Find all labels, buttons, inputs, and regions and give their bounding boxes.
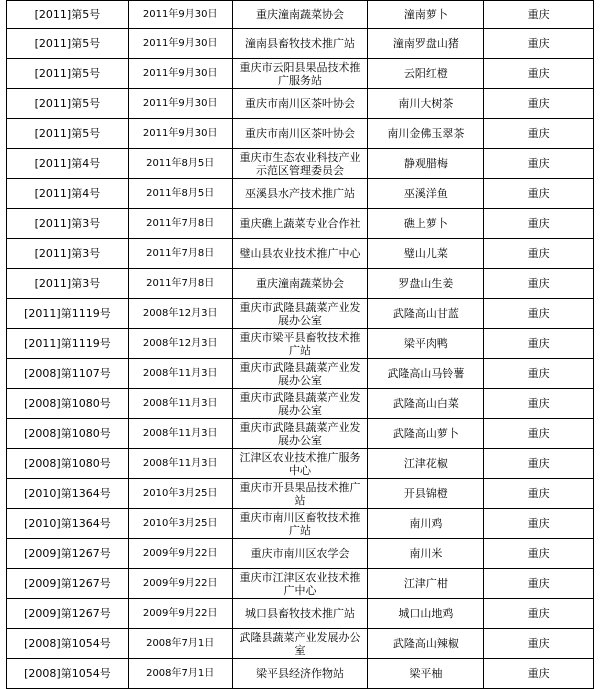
date-cell: 2009年9月22日 — [128, 599, 232, 629]
date-cell: 2011年9月30日 — [128, 1, 232, 29]
announcement-number-cell: [2009]第1267号 — [7, 569, 129, 599]
date-cell: 2008年11月3日 — [128, 449, 232, 479]
table-row — [7, 599, 594, 629]
applicant-organization-cell: 重庆市南川区畜牧技术推广站 — [232, 509, 368, 539]
table-row — [7, 479, 594, 509]
date-cell: 2011年9月30日 — [128, 119, 232, 149]
date-cell: 2011年9月30日 — [128, 29, 232, 59]
date-cell: 2010年3月25日 — [128, 509, 232, 539]
announcement-number-cell: [2011]第4号 — [7, 149, 129, 179]
announcement-number-cell: [2011]第3号 — [7, 239, 129, 269]
region-cell: 重庆 — [484, 329, 594, 359]
applicant-organization-cell: 重庆市生态农业科技产业示范区管理委员会 — [232, 149, 368, 179]
announcement-number-cell: [2011]第3号 — [7, 269, 129, 299]
applicant-organization-cell: 巫溪县水产技术推广站 — [232, 179, 368, 209]
applicant-organization-cell: 重庆礁上蔬菜专业合作社 — [232, 209, 368, 239]
region-cell: 重庆 — [484, 29, 594, 59]
table-row — [7, 539, 594, 569]
announcement-number-cell: [2010]第1364号 — [7, 479, 129, 509]
product-name-cell: 南川鸡 — [368, 509, 484, 539]
announcement-number-cell: [2011]第1119号 — [7, 299, 129, 329]
region-cell: 重庆 — [484, 419, 594, 449]
announcement-number-cell: [2009]第1267号 — [7, 539, 129, 569]
product-name-cell: 南川大树茶 — [368, 89, 484, 119]
announcement-number-cell: [2011]第5号 — [7, 89, 129, 119]
announcement-number-cell: [2009]第1267号 — [7, 599, 129, 629]
applicant-organization-cell: 潼南县畜牧技术推广站 — [232, 29, 368, 59]
region-cell: 重庆 — [484, 449, 594, 479]
announcement-number-cell: [2008]第1054号 — [7, 629, 129, 659]
table-row — [7, 209, 594, 239]
table-row — [7, 269, 594, 299]
announcement-number-cell: [2008]第1080号 — [7, 449, 129, 479]
date-cell: 2008年7月1日 — [128, 629, 232, 659]
date-cell: 2008年11月3日 — [128, 419, 232, 449]
applicant-organization-cell: 重庆市南川区茶叶协会 — [232, 89, 368, 119]
product-name-cell: 武隆高山辣椒 — [368, 629, 484, 659]
product-name-cell: 城口山地鸡 — [368, 599, 484, 629]
date-cell: 2008年12月3日 — [128, 329, 232, 359]
table-row — [7, 29, 594, 59]
product-name-cell: 开县锦橙 — [368, 479, 484, 509]
date-cell: 2008年11月3日 — [128, 359, 232, 389]
applicant-organization-cell: 武隆县蔬菜产业发展办公室 — [232, 629, 368, 659]
product-name-cell: 潼南罗盘山猪 — [368, 29, 484, 59]
applicant-organization-cell: 江津区农业技术推广服务中心 — [232, 449, 368, 479]
table-row — [7, 149, 594, 179]
announcement-number-cell: [2011]第4号 — [7, 179, 129, 209]
region-cell: 重庆 — [484, 569, 594, 599]
region-cell: 重庆 — [484, 509, 594, 539]
date-cell: 2011年9月30日 — [128, 59, 232, 89]
region-cell: 重庆 — [484, 59, 594, 89]
applicant-organization-cell: 重庆潼南蔬菜协会 — [232, 269, 368, 299]
applicant-organization-cell: 重庆市武隆县蔬菜产业发展办公室 — [232, 419, 368, 449]
table-row — [7, 179, 594, 209]
region-cell: 重庆 — [484, 539, 594, 569]
product-name-cell: 璧山儿菜 — [368, 239, 484, 269]
product-name-cell: 南川米 — [368, 539, 484, 569]
date-cell: 2008年12月3日 — [128, 299, 232, 329]
region-cell: 重庆 — [484, 479, 594, 509]
region-cell: 重庆 — [484, 389, 594, 419]
table-row — [7, 329, 594, 359]
product-name-cell: 武隆高山甘蓝 — [368, 299, 484, 329]
table-row — [7, 629, 594, 659]
date-cell: 2011年9月30日 — [128, 89, 232, 119]
region-cell: 重庆 — [484, 359, 594, 389]
product-name-cell: 梁平柚 — [368, 659, 484, 689]
region-cell: 重庆 — [484, 179, 594, 209]
announcement-number-cell: [2010]第1364号 — [7, 509, 129, 539]
product-name-cell: 罗盘山生姜 — [368, 269, 484, 299]
table-row — [7, 389, 594, 419]
table-body — [7, 1, 594, 689]
applicant-organization-cell: 璧山县农业技术推广中心 — [232, 239, 368, 269]
announcement-number-cell: [2008]第1107号 — [7, 359, 129, 389]
product-name-cell: 江津花椒 — [368, 449, 484, 479]
table-row — [7, 119, 594, 149]
product-name-cell: 武隆高山马铃薯 — [368, 359, 484, 389]
table-row — [7, 509, 594, 539]
applicant-organization-cell: 城口县畜牧技术推广站 — [232, 599, 368, 629]
product-name-cell: 梁平肉鸭 — [368, 329, 484, 359]
applicant-organization-cell: 重庆市梁平县畜牧技术推广站 — [232, 329, 368, 359]
announcement-number-cell: [2011]第3号 — [7, 209, 129, 239]
table-row — [7, 89, 594, 119]
announcement-number-cell: [2011]第5号 — [7, 1, 129, 29]
product-name-cell: 巫溪洋鱼 — [368, 179, 484, 209]
region-cell: 重庆 — [484, 269, 594, 299]
date-cell: 2011年8月5日 — [128, 179, 232, 209]
table-row — [7, 569, 594, 599]
product-name-cell: 南川金佛玉翠茶 — [368, 119, 484, 149]
product-name-cell: 云阳红橙 — [368, 59, 484, 89]
region-cell: 重庆 — [484, 659, 594, 689]
date-cell: 2009年9月22日 — [128, 569, 232, 599]
region-cell: 重庆 — [484, 299, 594, 329]
table-row — [7, 659, 594, 689]
announcement-number-cell: [2008]第1054号 — [7, 659, 129, 689]
applicant-organization-cell: 重庆市江津区农业技术推广中心 — [232, 569, 368, 599]
date-cell: 2011年7月8日 — [128, 209, 232, 239]
date-cell: 2011年7月8日 — [128, 239, 232, 269]
table-row — [7, 59, 594, 89]
date-cell: 2011年7月8日 — [128, 269, 232, 299]
applicant-organization-cell: 重庆潼南蔬菜协会 — [232, 1, 368, 29]
product-name-cell: 礁上萝卜 — [368, 209, 484, 239]
region-cell: 重庆 — [484, 89, 594, 119]
date-cell: 2008年11月3日 — [128, 389, 232, 419]
table-row — [7, 239, 594, 269]
announcement-number-cell: [2008]第1080号 — [7, 389, 129, 419]
product-name-cell: 潼南萝卜 — [368, 1, 484, 29]
applicant-organization-cell: 重庆市南川区茶叶协会 — [232, 119, 368, 149]
region-cell: 重庆 — [484, 599, 594, 629]
region-cell: 重庆 — [484, 119, 594, 149]
product-name-cell: 静观腊梅 — [368, 149, 484, 179]
announcement-number-cell: [2011]第1119号 — [7, 329, 129, 359]
announcement-number-cell: [2008]第1080号 — [7, 419, 129, 449]
announcement-number-cell: [2011]第5号 — [7, 59, 129, 89]
date-cell: 2011年8月5日 — [128, 149, 232, 179]
date-cell: 2008年7月1日 — [128, 659, 232, 689]
applicant-organization-cell: 重庆市开县果品技术推广站 — [232, 479, 368, 509]
applicant-organization-cell: 梁平县经济作物站 — [232, 659, 368, 689]
announcement-number-cell: [2011]第5号 — [7, 29, 129, 59]
announcement-number-cell: [2011]第5号 — [7, 119, 129, 149]
table-row — [7, 1, 594, 29]
applicant-organization-cell: 重庆市武隆县蔬菜产业发展办公室 — [232, 299, 368, 329]
date-cell: 2010年3月25日 — [128, 479, 232, 509]
region-cell: 重庆 — [484, 209, 594, 239]
applicant-organization-cell: 重庆市南川区农学会 — [232, 539, 368, 569]
applicant-organization-cell: 重庆市武隆县蔬菜产业发展办公室 — [232, 389, 368, 419]
region-cell: 重庆 — [484, 239, 594, 269]
table-row — [7, 449, 594, 479]
table-row — [7, 299, 594, 329]
table-row — [7, 419, 594, 449]
product-name-cell: 江津广柑 — [368, 569, 484, 599]
date-cell: 2009年9月22日 — [128, 539, 232, 569]
applicant-organization-cell: 重庆市武隆县蔬菜产业发展办公室 — [232, 359, 368, 389]
table-row — [7, 359, 594, 389]
region-cell: 重庆 — [484, 149, 594, 179]
product-name-cell: 武隆高山白菜 — [368, 389, 484, 419]
region-cell: 重庆 — [484, 1, 594, 29]
product-name-cell: 武隆高山萝卜 — [368, 419, 484, 449]
registration-table — [6, 0, 594, 689]
applicant-organization-cell: 重庆市云阳县果品技术推广服务站 — [232, 59, 368, 89]
region-cell: 重庆 — [484, 629, 594, 659]
